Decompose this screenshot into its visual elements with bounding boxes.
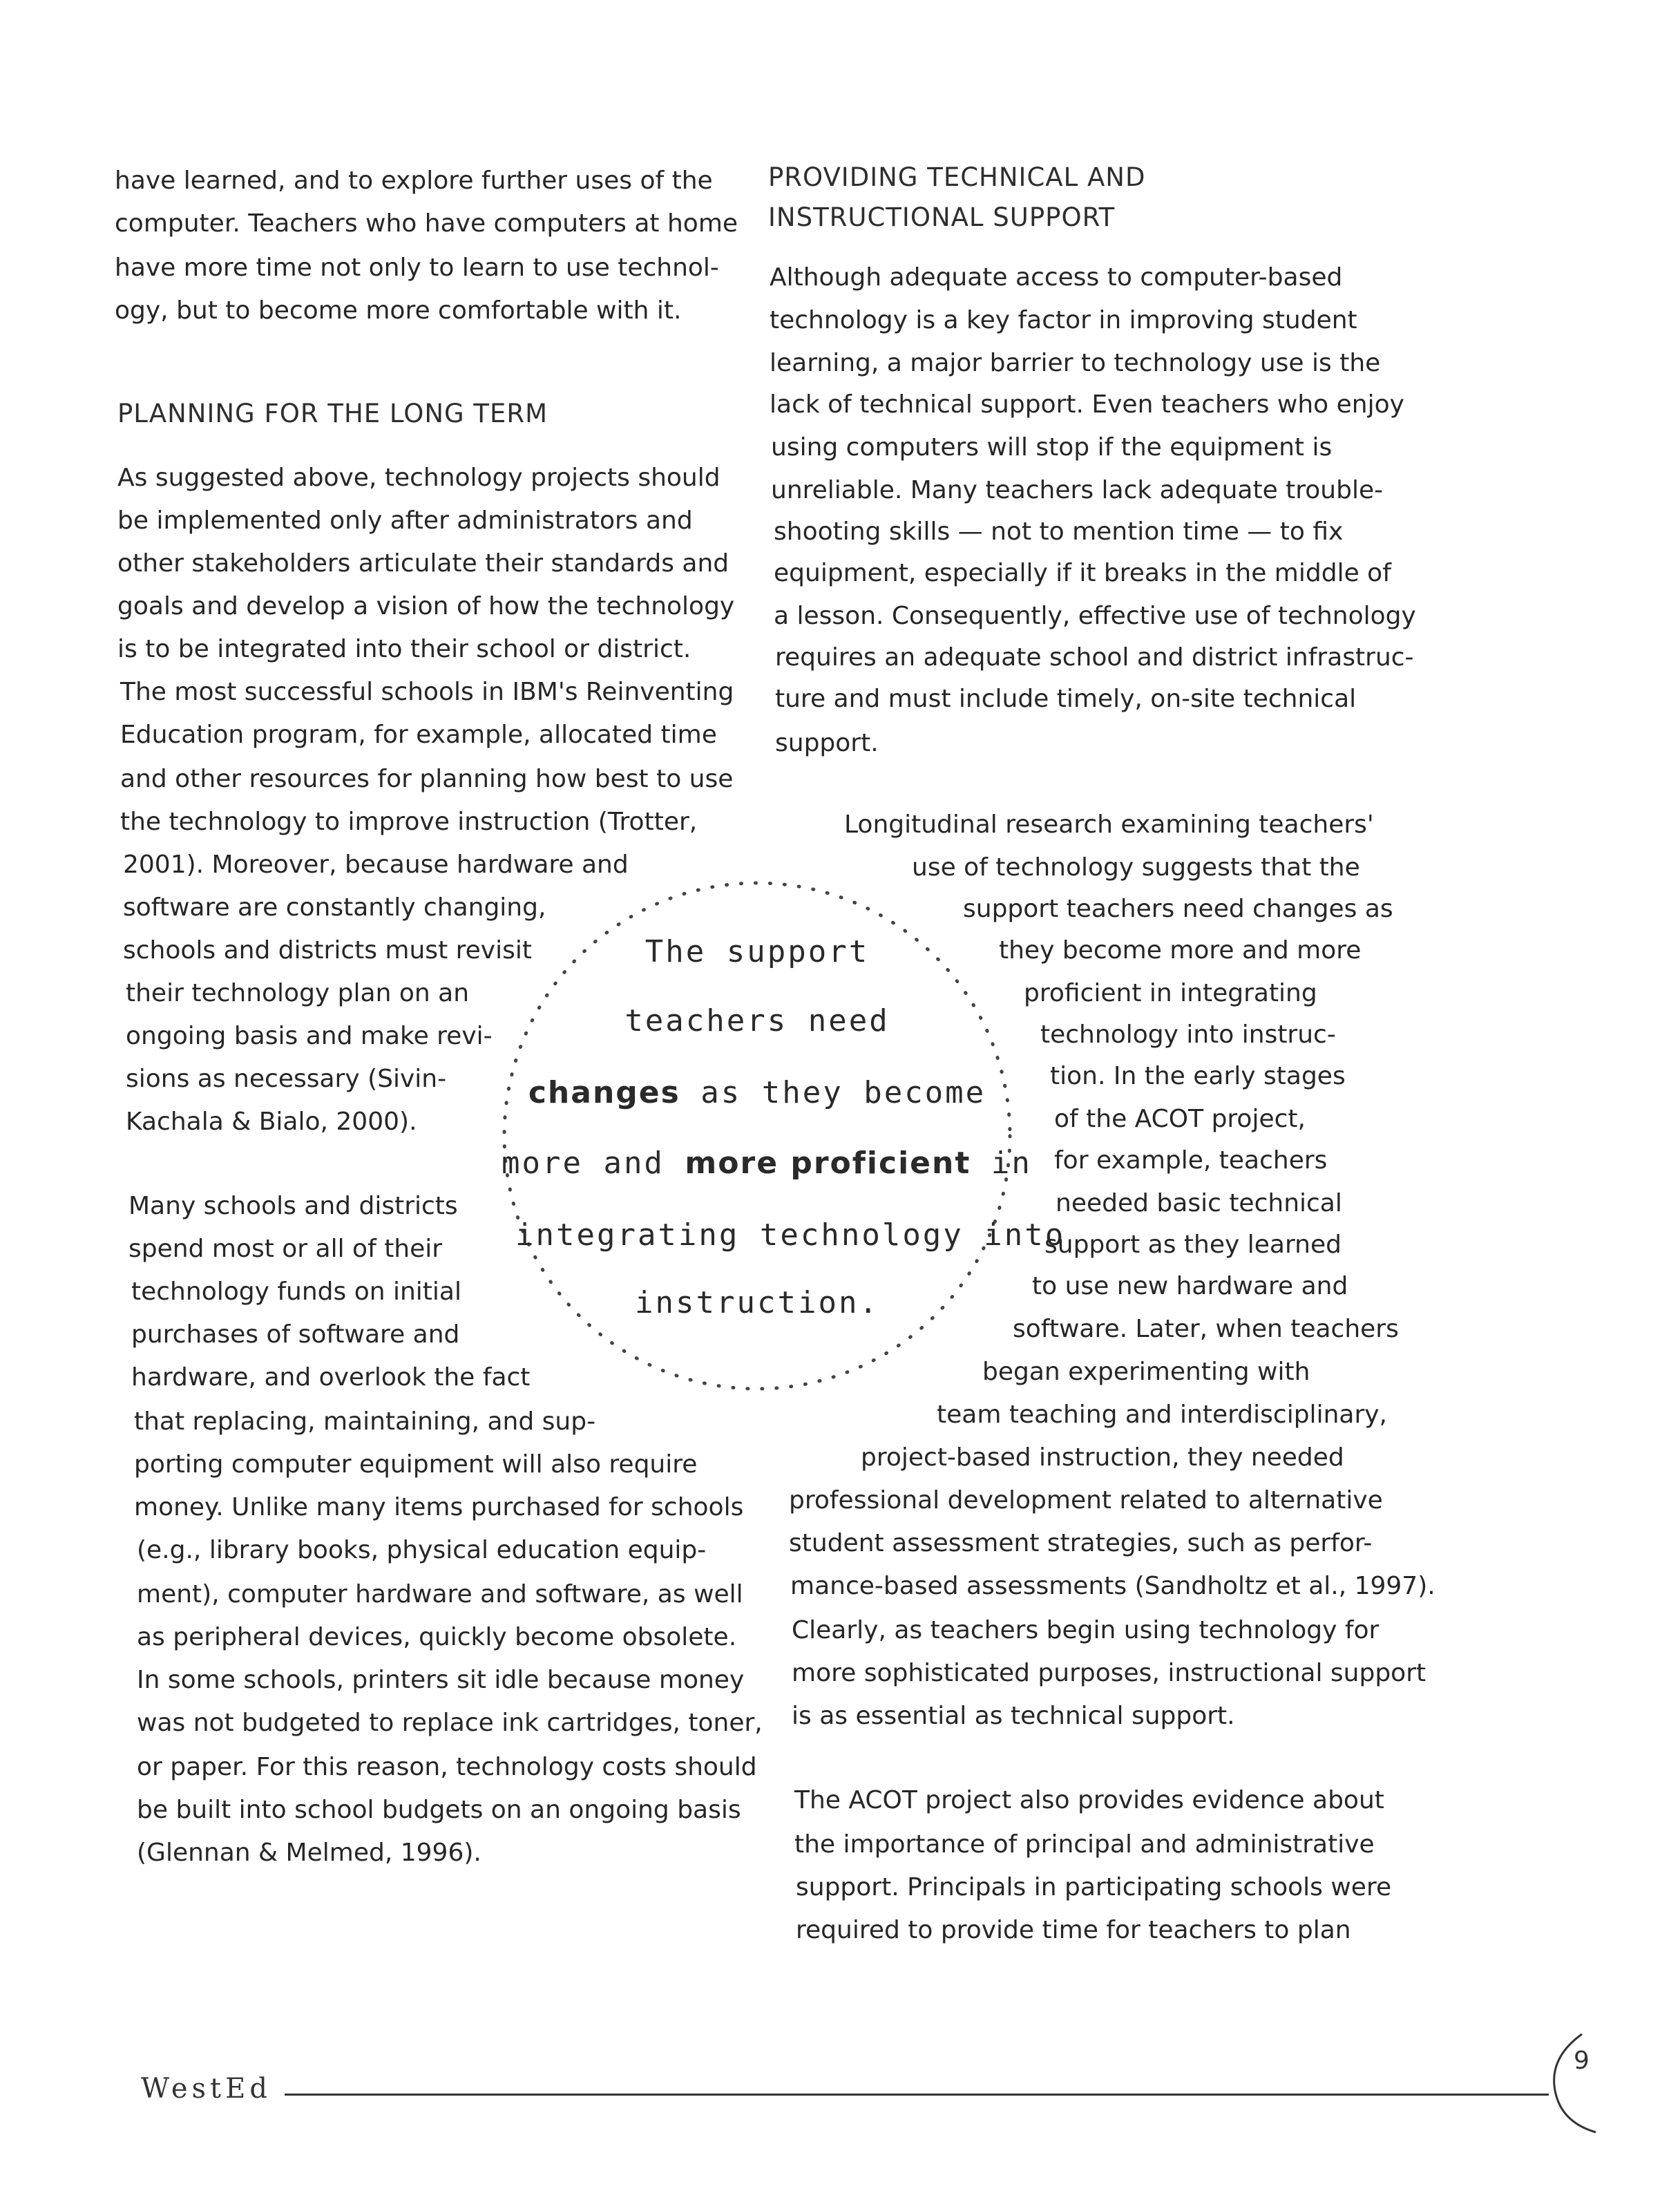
text-line: their technology plan on an	[126, 979, 470, 1007]
pull-quote-line: integrating technology into	[515, 1217, 1066, 1253]
text-line: they become more and more	[999, 936, 1362, 965]
text-line: have more time not only to learn to use technol-	[115, 254, 719, 282]
text-line: lack of technical support. Even teachers who enjoy	[770, 390, 1404, 419]
text-line: The ACOT project also provides evidence about	[794, 1786, 1384, 1814]
text-line: professional development related to alternative	[789, 1486, 1383, 1515]
text-line: software. Later, when teachers	[1013, 1315, 1399, 1343]
text-line: In some schools, printers sit idle because money	[137, 1666, 745, 1694]
text-line: mance-based assessments (Sandholtz et al., 1997).	[790, 1572, 1435, 1600]
text-line: project-based instruction, they needed	[861, 1443, 1344, 1472]
text-line: began experimenting with	[982, 1358, 1310, 1386]
text-line: tion. In the early stages	[1050, 1062, 1346, 1090]
text-line: requires an adequate school and district infrastruc-	[775, 643, 1414, 672]
text-line: and other resources for planning how best to use	[120, 765, 734, 793]
text-line: as peripheral devices, quickly become obsolete.	[137, 1623, 737, 1651]
text-line: shooting skills — not to mention time — to fix	[774, 518, 1344, 546]
text-line: 2001). Moreover, because hardware and	[123, 851, 629, 879]
text-line: porting computer equipment will also require	[134, 1450, 698, 1479]
text-line: that replacing, maintaining, and sup-	[134, 1407, 596, 1436]
text-line: or paper. For this reason, technology costs should	[137, 1753, 757, 1781]
text-line: support teachers need changes as	[963, 895, 1393, 923]
text-line: for example, teachers	[1054, 1146, 1328, 1175]
pull-quote-emphasis: changes	[528, 1075, 680, 1110]
text-line: ogy, but to become more comfortable with it.	[115, 296, 682, 325]
text-line: technology into instruc-	[1040, 1021, 1336, 1049]
text-line: purchases of software and	[131, 1320, 460, 1349]
text-line: use of technology suggests that the	[912, 853, 1360, 882]
text-line: be implemented only after administrators and	[117, 506, 693, 535]
text-line: to use new hardware and	[1032, 1272, 1348, 1300]
pull-quote-line: teachers need	[624, 1003, 890, 1038]
text-line: computer. Teachers who have computers at home	[115, 209, 738, 238]
pull-quote-line: The support	[645, 934, 870, 969]
text-line: goals and develop a vision of how the technology	[117, 592, 735, 620]
text-line: more sophisticated purposes, instructional support	[792, 1659, 1426, 1687]
text-line: support as they learned	[1044, 1231, 1342, 1259]
text-line: (e.g., library books, physical education equip-	[137, 1536, 707, 1564]
text-line: The most successful schools in IBM's Reinventing	[120, 678, 734, 706]
heading-support-line: PROVIDING TECHNICAL AND	[768, 162, 1146, 192]
footer-brand-logo: WestEd	[141, 2073, 271, 2105]
pull-quote-text: as they become	[680, 1075, 986, 1110]
text-line: technology funds on initial	[131, 1278, 461, 1306]
page-number: 9	[1574, 2047, 1590, 2075]
text-line: using computers will stop if the equipment is	[771, 433, 1333, 462]
pull-quote-text: more and	[502, 1146, 685, 1181]
text-line: Although adequate access to computer-based	[770, 263, 1343, 292]
text-line: learning, a major barrier to technology use is the	[770, 349, 1381, 377]
text-line: proficient in integrating	[1024, 979, 1317, 1007]
text-line: a lesson. Consequently, effective use of technology	[774, 602, 1416, 630]
text-line: the technology to improve instruction (Trotter,	[120, 808, 698, 836]
text-line: Clearly, as teachers begin using technology for	[792, 1616, 1380, 1644]
text-line: software are constantly changing,	[123, 893, 546, 922]
text-line: be built into school budgets on an ongoing basis	[137, 1796, 741, 1824]
text-line: hardware, and overlook the fact	[131, 1363, 531, 1392]
pull-quote-emphasis: more proficient	[685, 1146, 971, 1181]
text-line: sions as necessary (Sivin-	[126, 1065, 447, 1093]
text-line: Education program, for example, allocated time	[120, 721, 717, 749]
pull-quote-line: instruction.	[635, 1285, 879, 1320]
text-line: ongoing basis and make revi-	[126, 1022, 493, 1050]
text-line: Longitudinal research examining teachers'	[844, 810, 1374, 839]
text-line: is to be integrated into their school or district.	[117, 635, 691, 663]
text-line: other stakeholders articulate their standards and	[117, 549, 729, 578]
pull-quote-text: in	[971, 1146, 1032, 1181]
heading-planning: PLANNING FOR THE LONG TERM	[117, 399, 548, 428]
text-line: (Glennan & Melmed, 1996).	[137, 1839, 481, 1867]
text-line: Kachala & Bialo, 2000).	[126, 1108, 417, 1136]
text-line: money. Unlike many items purchased for schools	[134, 1493, 744, 1521]
text-line: was not budgeted to replace ink cartridges, toner,	[137, 1709, 763, 1737]
text-line: ture and must include timely, on-site technical	[775, 685, 1357, 713]
text-line: technology is a key factor in improving student	[770, 306, 1357, 334]
text-line: Many schools and districts	[128, 1192, 458, 1220]
heading-support-line: INSTRUCTIONAL SUPPORT	[768, 202, 1116, 232]
text-line: is as essential as technical support.	[792, 1702, 1235, 1730]
text-line: As suggested above, technology projects should	[117, 464, 720, 492]
text-line: the importance of principal and administrative	[794, 1830, 1375, 1859]
text-line: have learned, and to explore further uses of the	[115, 167, 713, 195]
text-line: spend most or all of their	[128, 1235, 443, 1263]
text-line: support.	[775, 729, 879, 757]
text-line: of the ACOT project,	[1054, 1105, 1306, 1133]
text-line: unreliable. Many teachers lack adequate trouble-	[771, 476, 1384, 504]
text-line: schools and districts must revisit	[123, 936, 532, 965]
text-line: required to provide time for teachers to plan	[796, 1916, 1351, 1944]
text-line: ment), computer hardware and software, as well	[137, 1580, 743, 1609]
text-line: support. Principals in participating schools were	[796, 1873, 1392, 1901]
text-line: needed basic technical	[1056, 1189, 1342, 1217]
text-line: equipment, especially if it breaks in the middle of	[774, 559, 1391, 587]
text-line: team teaching and interdisciplinary,	[937, 1401, 1387, 1429]
text-line: student assessment strategies, such as perfor-	[789, 1529, 1373, 1557]
